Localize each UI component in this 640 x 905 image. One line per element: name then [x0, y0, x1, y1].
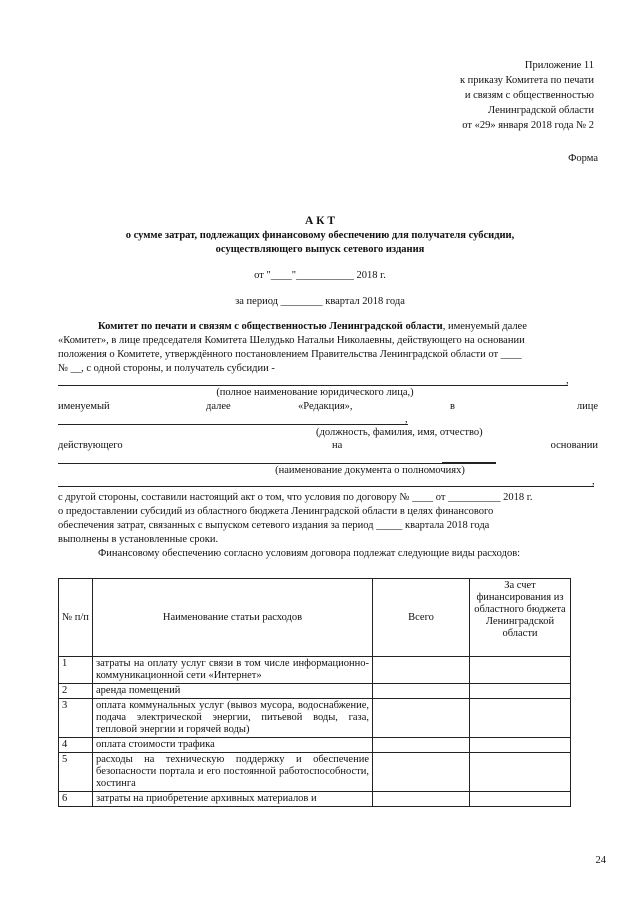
table-row: [59, 792, 571, 807]
appendix-line: к приказу Комитета по печати: [459, 75, 594, 86]
body-line-3: обеспечения затрат, связанных с выпуском сетевого издания за период _____ квартала 2018 года: [58, 520, 490, 531]
row-name: затраты на оплату услуг связи в том числе информационно-коммуникационной сети «Интернет»: [93, 657, 373, 684]
row-total: [373, 699, 470, 738]
intro-line-1-rest: , именуемый далее: [442, 321, 527, 332]
row-num: 4: [59, 738, 93, 753]
caption-document: (наименование документа о полномочиях): [275, 465, 465, 476]
legal-name-blank: [58, 385, 568, 386]
body-line-4: выполнены в установленные сроки.: [58, 534, 219, 545]
page-number: 24: [595, 855, 606, 866]
row-num: 6: [59, 792, 93, 807]
comma-mark: ,: [592, 476, 595, 487]
row-num: 3: [59, 699, 93, 738]
row-budget: [470, 657, 571, 684]
acting-word-2: на: [332, 440, 343, 451]
expenses-table: [58, 578, 571, 807]
row-name: расходы на техническую поддержку и обеспечение безопасности портала и его постоянной работоспособности, хостинга: [93, 753, 373, 792]
row-total: [373, 684, 470, 699]
date-line: от "____"___________ 2018 г.: [254, 270, 386, 281]
row-total: [373, 753, 470, 792]
appendix-line: Ленинградской области: [488, 105, 594, 116]
row-name: оплата коммунальных услуг (вывоз мусора, водоснабжение, подача электрической энергии, питьевой воды, газа, тепловой энергии и горячей воды): [93, 699, 373, 738]
comma-mark: ,: [566, 375, 569, 386]
table-row: [59, 753, 571, 792]
row-budget: [470, 699, 571, 738]
acting-word-3: основании: [550, 440, 598, 451]
named-word-1: именуемый: [58, 401, 110, 412]
table-row: [59, 699, 571, 738]
document-blank-short: [442, 462, 496, 463]
appendix-line: от «29» января 2018 года № 2: [462, 120, 594, 131]
table-header-row: [59, 579, 571, 657]
header-total: Всего: [373, 579, 470, 657]
act-subtitle-1: о сумме затрат, подлежащих финансовому обеспечению для получателя субсидии,: [125, 230, 515, 241]
body-line-2: о предоставлении субсидий из областного бюджета Ленинградской области в целях финансового: [58, 506, 494, 517]
table-row: [59, 684, 571, 699]
row-total: [373, 792, 470, 807]
intro-line-4: № __, с одной стороны, и получатель субсидии -: [58, 363, 275, 374]
row-budget: [470, 753, 571, 792]
period-line: за период ________ квартал 2018 года: [235, 296, 405, 307]
row-budget: [470, 792, 571, 807]
row-budget: [470, 684, 571, 699]
row-total: [373, 738, 470, 753]
row-budget: [470, 738, 571, 753]
row-num: 2: [59, 684, 93, 699]
act-subtitle-2: осуществляющего выпуск сетевого издания: [215, 244, 425, 255]
committee-name: Комитет по печати и связям с общественностью Ленинградской области: [98, 321, 443, 332]
named-word-4: в: [450, 401, 455, 412]
caption-position: (должность, фамилия, имя, отчество): [316, 427, 483, 438]
intro-line-1: [98, 321, 527, 332]
header-num: № п/п: [59, 579, 93, 657]
appendix-line: и связям с общественностью: [464, 90, 594, 101]
header-name: Наименование статьи расходов: [93, 579, 373, 657]
appendix-line: Приложение 11: [524, 60, 594, 71]
form-label: Форма: [568, 153, 598, 164]
appendix-block: [460, 58, 594, 133]
caption-legal-name: (полное наименование юридического лица,): [216, 387, 414, 398]
named-word-5: лице: [576, 401, 598, 412]
intro-line-3: положения о Комитете, утверждённого постановлением Правительства Ленинградской области от ____: [58, 349, 522, 360]
comma-mark: ,: [405, 414, 408, 425]
position-blank: [58, 424, 408, 425]
named-word-2: далее: [206, 401, 231, 412]
row-name: оплата стоимости трафика: [93, 738, 373, 753]
document-blank-2: [58, 486, 594, 487]
row-num: 5: [59, 753, 93, 792]
row-total: [373, 657, 470, 684]
header-budget: За счет финансирования из областного бюджета Ленинградской области: [470, 579, 571, 657]
row-num: 1: [59, 657, 93, 684]
act-title: А К Т: [304, 215, 336, 227]
table-row: [59, 738, 571, 753]
row-name: затраты на приобретение архивных материалов и: [93, 792, 373, 807]
intro-line-2: «Комитет», в лице председателя Комитета Шелудько Натальи Николаевны, действующего на основании: [58, 335, 525, 346]
acting-word-1: действующего: [58, 440, 123, 451]
body-line-5: Финансовому обеспечению согласно условиям договора подлежат следующие виды расходов:: [98, 548, 521, 559]
row-name: аренда помещений: [93, 684, 373, 699]
table-row: [59, 657, 571, 684]
document-blank: [58, 463, 496, 464]
body-line-1: с другой стороны, составили настоящий акт о том, что условия по договору № ____ от __________ 2018 г.: [58, 492, 533, 503]
named-word-3: «Редакция»,: [298, 401, 353, 412]
